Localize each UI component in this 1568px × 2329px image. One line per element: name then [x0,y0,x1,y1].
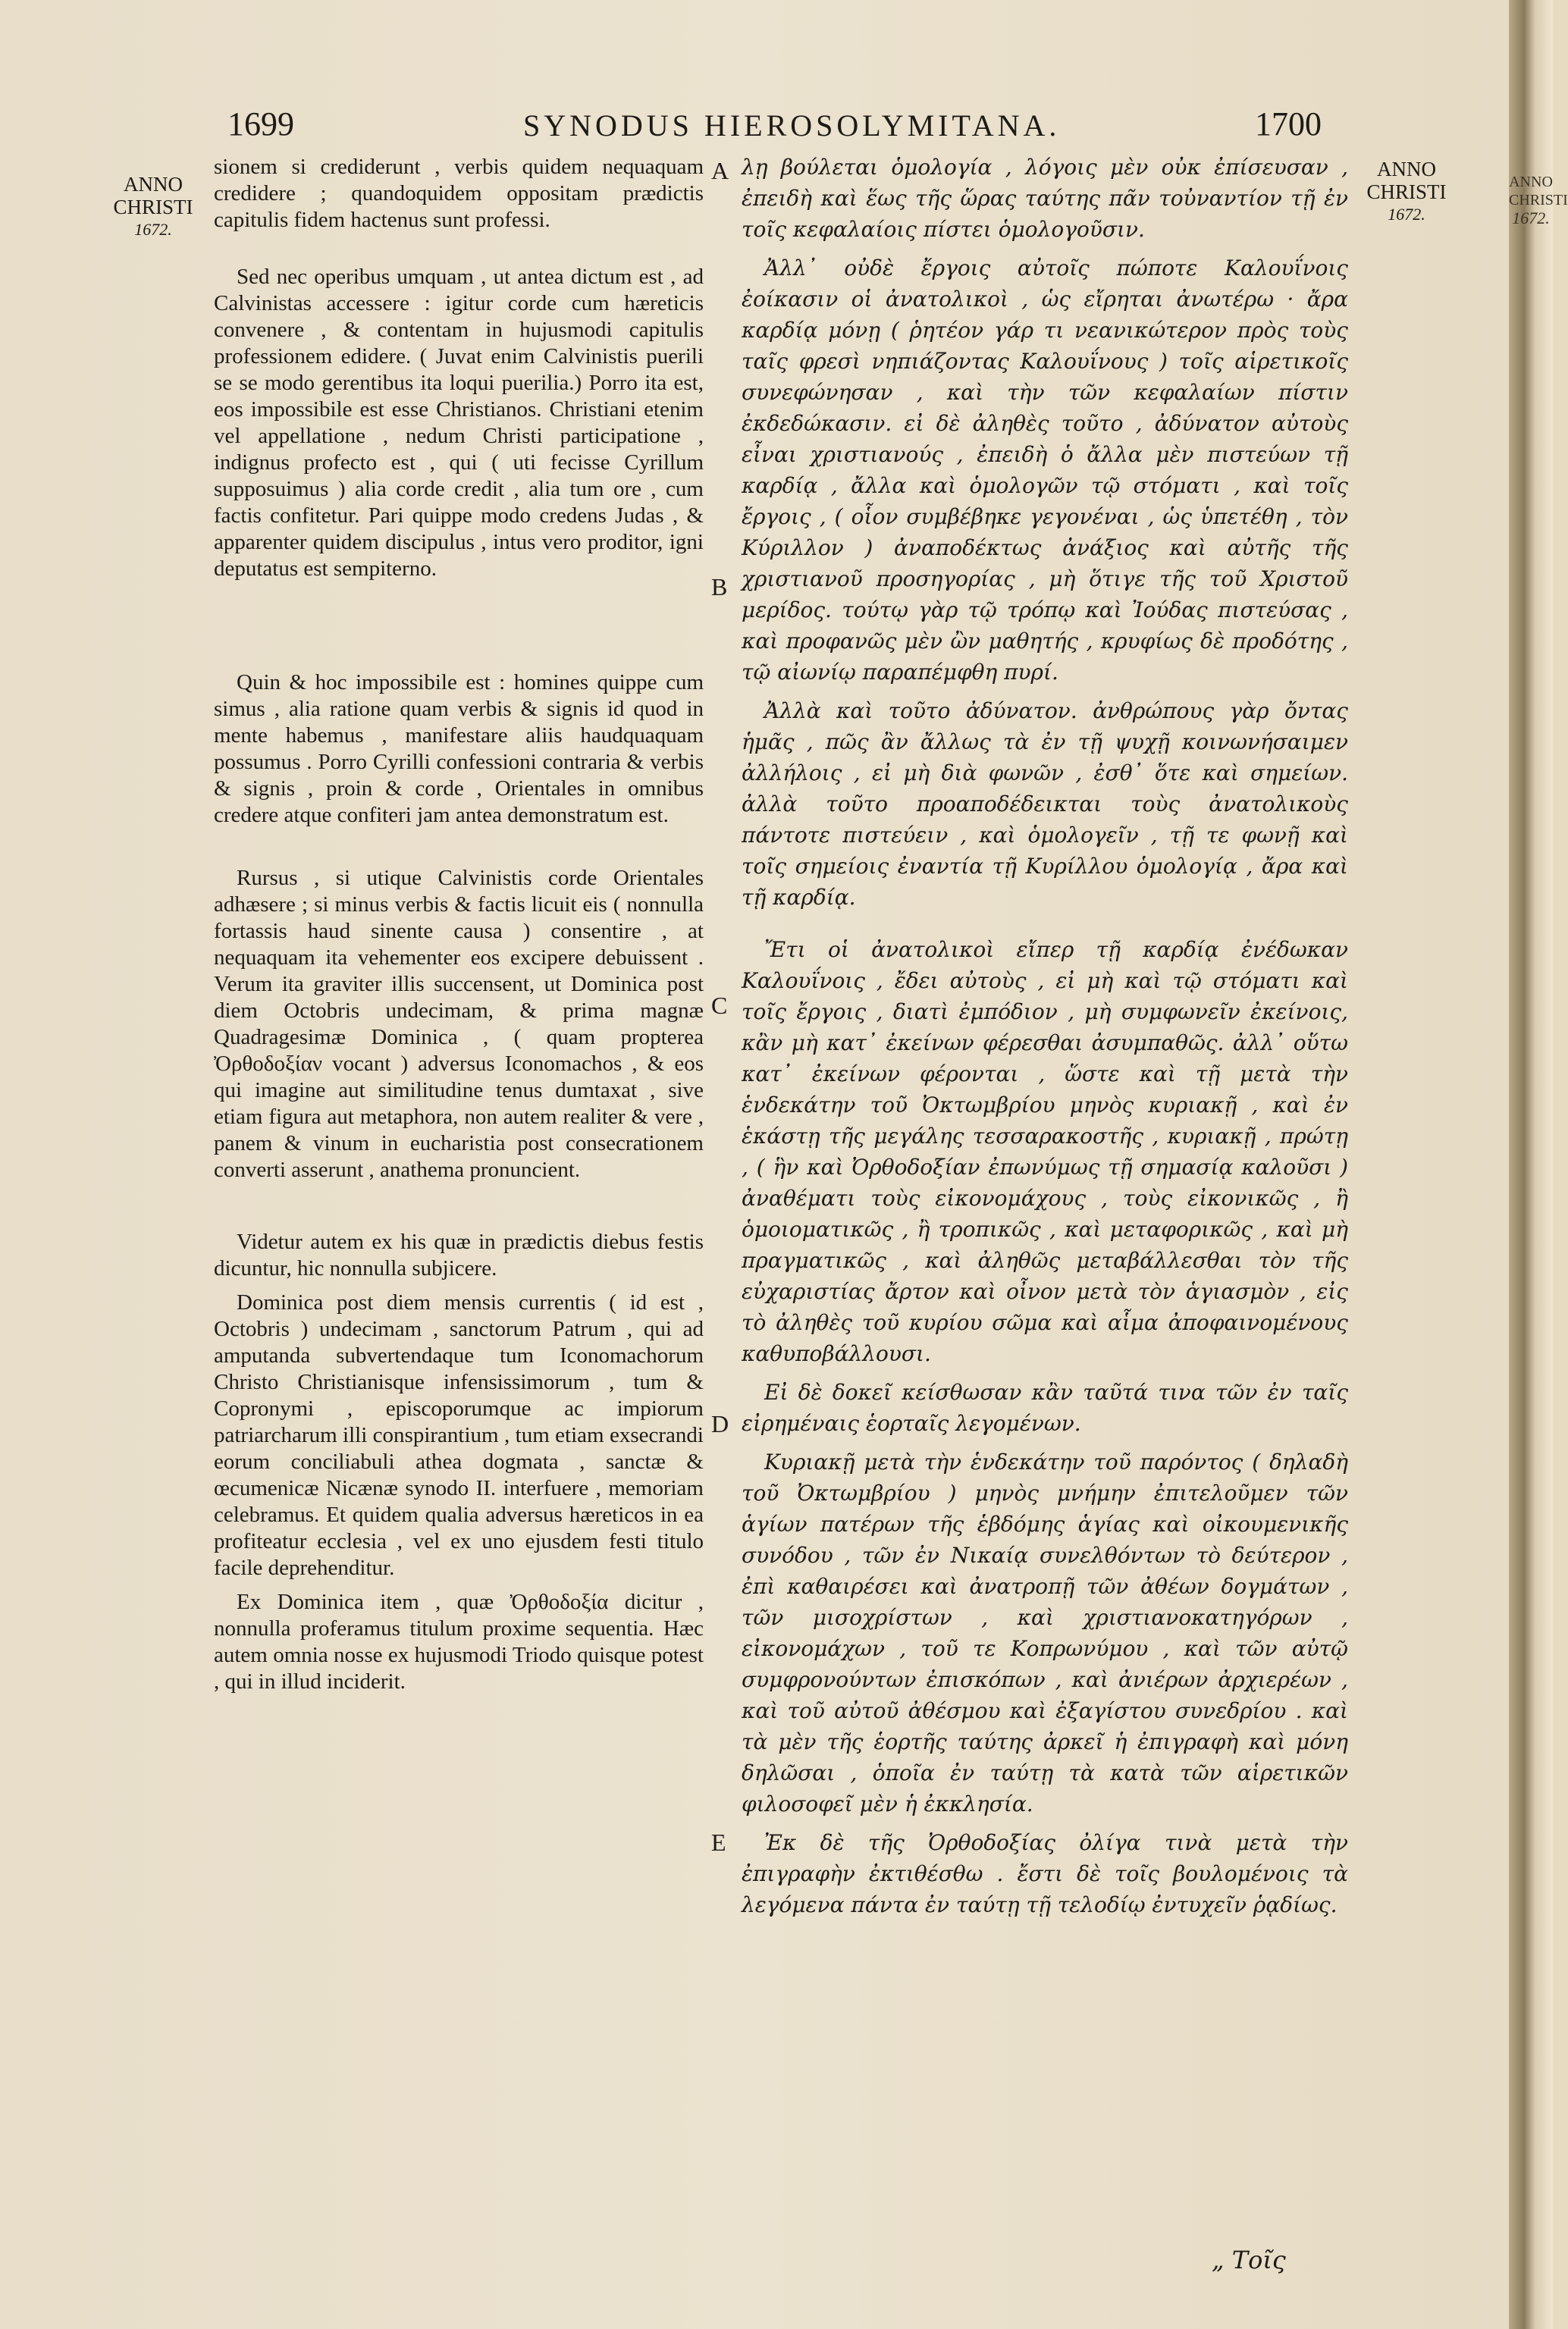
margin-note-next-page [1509,173,1568,227]
page-number-left: 1699 [227,105,294,143]
greek-paragraph: Ἀλλὰ καὶ τοῦτο ἀδύνατον. ἀνθρώπους γὰρ ὄντας ἡμᾶς , πῶς ἂν ἄλλως τὰ ἐν τῇ ψυχῇ κοινωνήσαιμεν ἀλλήλοις , εἰ μὴ διὰ φωνῶν , ἐσθ᾽ ὅτε καὶ σημείων. ἀλλὰ τοῦτο προαποδέδεικται τοὺς ἀνατολικοὺς πάντοτε πιστεύειν , καὶ ὁμολογεῖν , τῇ τε φωνῇ καὶ τοῖς σημείοις ἐναντία τῇ Κυρίλλου ὁμολογίᾳ , ἄρα καὶ τῇ καρδίᾳ. [742,698,1348,910]
margin-note-year: 1672. [134,220,172,239]
margin-note-left [108,173,199,241]
greek-paragraph: Ἀλλ᾽ οὐδὲ ἔργοις αὐτοῖς πώποτε Καλουΐνοις ἐοίκασιν οἱ ἀνατολικοὶ , ὡς εἴρηται ἀνωτέρω · ἄρα καρδίᾳ μόνῃ ( ῥητέον γάρ τι νεανικώτερον πρὸς τοὺς ταῖς φρεσὶ νηπιάζοντας Καλουΐνους ) τοῖς αἱρετικοῖς συνεφώνησαν , καὶ τὴν τῶν κεφαλαίων πίστιν ἐκδεδώκασιν. εἰ δὲ ἀληθὲς τοῦτο , ἀδύνατον αὐτοὺς εἶναι χριστιανούς , ἐπειδὴ ὁ ἄλλα μὲν πιστεύων τῇ καρδίᾳ , ἄλλα καὶ ὁμολογῶν τῷ στόματι , καὶ τοῖς ἔργοις , ( οἷον συμβέβηκε γεγονέναι , ὡς ὑπετέθη , τὸν Κύριλλον ) ἀναποδέκτως ἀνάξιος καὶ αὐτῆς τῆς χριστιανοῦ προσηγορίας , μὴ ὅτιγε τῆς τοῦ Χριστοῦ μερίδος. τούτῳ γὰρ τῷ τρόπῳ καὶ Ἰούδας πιστεύσας , καὶ προφανῶς μὲν ὢν μαθητής , κρυφίως δὲ προδότης , τῷ αἰωνίῳ παραπέμφθη πυρί. [742,255,1348,685]
margin-note-year: 1672. [1512,208,1550,227]
latin-paragraph: Videtur autem ex his quæ in prædictis diebus festis dicuntur, hic nonnulla subjicere. [214,1230,704,1280]
page-number-right: 1700 [1255,105,1322,143]
latin-column [214,154,704,1703]
margin-note-line: ANNO [1509,174,1553,190]
latin-paragraph: Quin & hoc impossibile est : homines quippe cum simus , alia ratione quam verbis & signis id quod in mente habemus , manifestare aliis haudquaquam possumus . Porro Cyrilli confessioni contraria & verbis & signis , proin & corde , Orientales in omnibus credere atque confiteri jam antea demonstratum est. [214,670,704,827]
section-letter: C [711,992,728,1019]
latin-paragraph: Rursus , si utique Calvinistis corde Orientales adhæsere ; si minus verbis & factis licuit eis ( nonnulla fortassis haud sinente causa ) consentire , at nequaquam ita vehementer eos excipere debuissent . Verum ita graviter illis succensent, ut Dominica post diem Octobris undecimam, & prima magnæ Quadragesimæ Dominica , ( quam propterea Ὀρθοδοξίαν vocant ) adversus Iconomachos , & eos qui imagine aut similitudine tenus dumtaxat , sive etiam figura aut metaphora, non autem realiter & vere , panem & vinum in eucharistia post consecrationem converti asserunt , anathema pronuncient. [214,866,704,1182]
greek-paragraph: Ἔτι οἱ ἀνατολικοὶ εἴπερ τῇ καρδίᾳ ἐνέδωκαν Καλουΐνοις , ἔδει αὐτοὺς , εἰ μὴ καὶ τῷ στόματι καὶ τοῖς ἔργοις , διατὶ ἐμπόδιον , μὴ συμφωνεῖν ἐκείνοις, κἂν μὴ κατ᾽ ἐκείνων φέρεσθαι ἀσυμπαθῶς. ἀλλ᾽ οὕτω κατ᾽ ἐκείνων φέρονται , ὥστε καὶ τῇ μετὰ τὴν ἑνδεκάτην τοῦ Ὀκτωμβρίου μηνὸς κυριακῇ , καὶ ἐν ἑκάστῃ τῆς μεγάλης τεσσαρακοστῆς , κυριακῇ , πρώτῃ , ( ἣν καὶ Ὀρθοδοξίαν ἐπωνύμως τῇ σημασίᾳ καλοῦσι ) ἀναθέματι τοὺς εἰκονομάχους , τοὺς εἰκονικῶς , ἢ ὁμοιοματικῶς , ἢ τροπικῶς , καὶ μεταφορικῶς , καὶ μὴ πραγματικῶς , καὶ ἀληθῶς μεταβάλλεσθαι τὸν τῆς εὐχαριστίας ἄρτον καὶ οἶνον μετὰ τὸν ἁγιασμὸν , εἰς τὸ ἀληθὲς τοῦ κυρίου σῶμα καὶ αἷμα ἀποφαινομένους καθυποβάλλουσι. [742,937,1348,1366]
margin-note-right [1365,158,1448,226]
latin-paragraph: Dominica post diem mensis currentis ( id est , Octobris ) undecimam , sanctorum Patrum , qui ad amputanda subvertendaque tum Iconomachorum Christo Christianisque infensissimorum , tum & Copronymi , episcoporumque ac impiorum patriarcharum illi conspirantium , tum etiam exsecrandi eorum conciliabuli athea dogmata , sanctæ & œcumenicæ Nicænæ synodo II. interfuere , memoriam celebramus. Et quidem qualia adversus hæreticos in ea profiteatur ecclesia , vel ex uno ejusdem festi titulo facile deprehenditur. [214,1290,704,1580]
section-letter: E [711,1829,726,1856]
greek-column [742,152,1348,1928]
section-letter: A [711,157,729,184]
book-gutter [1509,0,1568,2329]
latin-paragraph: sionem si crediderunt , verbis quidem nequaquam credidere ; quandoquidem oppositam prædictis capitulis fidem hactenus sunt professi. [214,155,704,232]
latin-paragraph: Ex Dominica item , quæ Ὀρθοδοξία dicitur , nonnulla proferamus titulum proxime sequentia. Hæc autem omnia nosse ex hujusmodi Triodo quisque potest , qui in illud inciderit. [214,1590,704,1694]
greek-paragraph: Ἐκ δὲ τῆς Ὀρθοδοξίας ὀλίγα τινὰ μετὰ τὴν ἐπιγραφὴν ἐκτιθέσθω . ἔστι δὲ τοῖς βουλομένοις τὰ λεγόμενα πάντα ἐν ταύτῃ τῇ τελοδίῳ ἐντυχεῖν ῥᾳδίως. [742,1830,1348,1917]
margin-note-line: CHRISTI [1509,192,1568,208]
greek-paragraph: Κυριακῇ μετὰ τὴν ἑνδεκάτην τοῦ παρόντος ( δηλαδὴ τοῦ Ὀκτωμβρίου ) μηνὸς μνήμην ἐπιτελοῦμεν τῶν ἁγίων πατέρων τῆς ἑβδόμης ἁγίας καὶ οἰκουμενικῆς συνόδου , τῶν ἐν Νικαίᾳ συνελθόντων τὸ δεύτερον , ἐπὶ καθαιρέσει καὶ ἀνατροπῇ τῶν ἀθέων δογμάτων , τῶν μισοχρίστων , καὶ χριστιανοκατηγόρων , εἰκονομάχων , τοῦ τε Κοπρωνύμου , καὶ τῶν αὐτῷ συμφρονούντων ἐπισκόπων , καὶ ἀνιέρων ἀρχιερέων , καὶ τοῦ αὐτοῦ ἀθέσμου καὶ ἐξαγίστου συνεδρίου . καὶ τὰ μὲν τῆς ἑορτῆς ταύτης ἀρκεῖ ἡ ἐπιγραφὴ καὶ μόνη δηλῶσαι , ὁποῖα ἐν ταύτῃ τὰ κατὰ τῶν αἱρετικῶν φιλοσοφεῖ μὲν ἡ ἐκκλησία. [742,1450,1348,1816]
section-letter: D [711,1410,729,1437]
margin-note-line: ANNO [124,173,183,196]
margin-note-year: 1672. [1388,205,1425,224]
catchword: „ Τοῖς [1212,2246,1286,2274]
latin-paragraph: Sed nec operibus umquam , ut antea dictum est , ad Calvinistas accessere : igitur corde cum hæreticis convenere , & contentam in hujusmodi capitulis professionem edidere. ( Juvat enim Calvinistis puerili se se modo gerentibus ita loqui puerilia.) Porro ita est, eos impossibile est esse Christianos. Christiani etenim vel appellatione , nedum Christi participatione , indignus profecto est , qui ( uti fecisse Cyrillum supposuimus ) alia corde credit , alia tum ore , cum factis confitetur. Pari quippe modo credens Judas , & apparenter quidem discipulus , intus vero proditor, igni deputatus est sempiterno. [214,265,704,581]
section-letter: B [711,573,728,600]
margin-note-line: CHRISTI [113,196,193,218]
margin-note-line: CHRISTI [1366,180,1447,203]
greek-paragraph: λῃ βούλεται ὁμολογία , λόγοις μὲν οὐκ ἐπίσευσαν , ἐπειδὴ καὶ ἕως τῆς ὥρας ταύτης πᾶν τοὐναντίον τῇ ἐν τοῖς κεφαλαίοις πίστει ὁμολογοῦσιν. [742,155,1348,242]
page-title: SYNODUS HIEROSOLYMITANA. [523,108,1061,143]
running-header [0,105,1509,150]
margin-note-line: ANNO [1377,158,1436,180]
greek-paragraph: Εἰ δὲ δοκεῖ κείσθωσαν κἂν ταῦτά τινα τῶν ἐν ταῖς εἰρημέναις ἑορταῖς λεγομένων. [742,1380,1348,1436]
